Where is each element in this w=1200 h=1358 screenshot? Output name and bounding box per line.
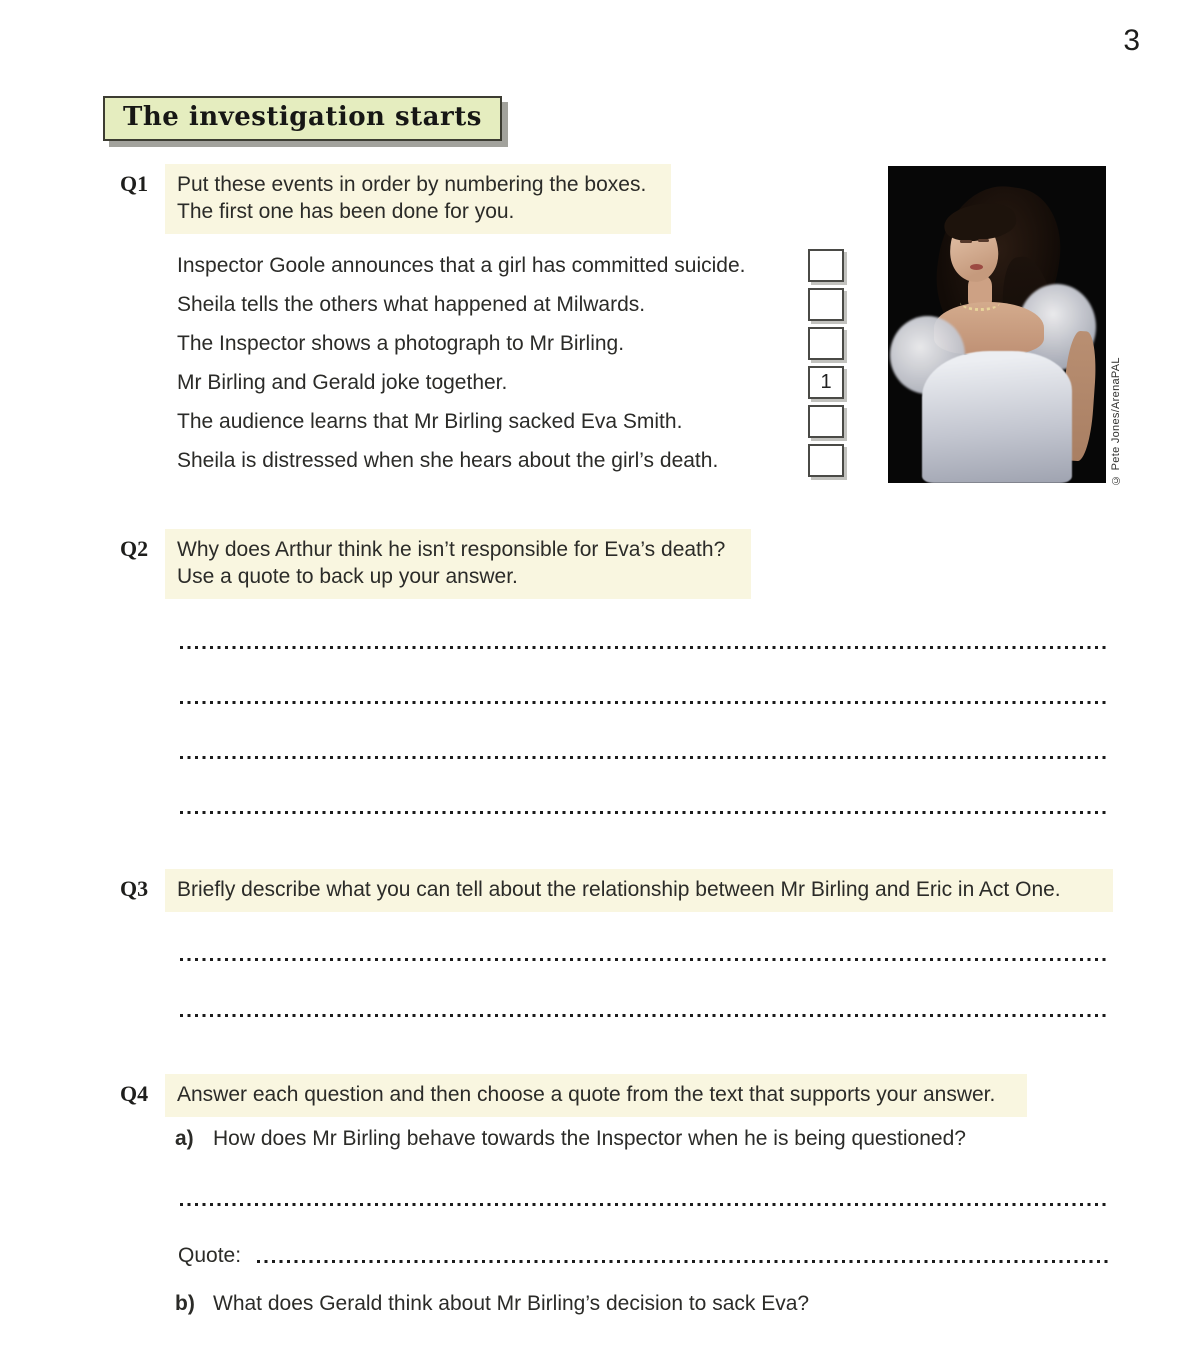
photo-shape-brow [960, 240, 972, 243]
order-box[interactable] [808, 327, 844, 360]
page-number: 3 [1123, 24, 1140, 57]
q1-label: Q1 [120, 171, 149, 196]
production-photo [888, 166, 1106, 483]
answer-line[interactable] [180, 958, 1110, 961]
event-item: The Inspector shows a photograph to Mr Birling. [177, 332, 625, 355]
event-item: Sheila tells the others what happened at Milwards. [177, 293, 646, 316]
q1-prompt-line2: The first one has been done for you. [177, 200, 515, 223]
q1-prompt-line1: Put these events in order by numbering the boxes. [177, 173, 647, 196]
photo-credit: © Pete Jones/ArenaPAL [1110, 357, 1122, 486]
q4-prompt: Answer each question and then choose a quote from the text that supports your answer. [165, 1074, 1027, 1117]
q3-label: Q3 [120, 876, 149, 901]
photo-shape-necklace [960, 294, 1000, 311]
photo-shape-lips [970, 264, 983, 270]
order-box[interactable] [808, 288, 844, 321]
q2-label: Q2 [120, 536, 149, 561]
answer-line[interactable] [180, 811, 1110, 814]
q4b-text: What does Gerald think about Mr Birling’s decision to sack Eva? [213, 1292, 810, 1315]
answer-line[interactable] [180, 1203, 1110, 1206]
event-item: Sheila is distressed when she hears about the girl’s death. [177, 449, 719, 472]
order-box[interactable] [808, 405, 844, 438]
q2-prompt-line1: Why does Arthur think he isn’t responsible for Eva’s death? [177, 538, 726, 561]
event-item: Inspector Goole announces that a girl has committed suicide. [177, 254, 746, 277]
q1-prompt [165, 164, 671, 234]
q2-prompt-line2: Use a quote to back up your answer. [177, 565, 518, 588]
order-box[interactable]: 1 [808, 366, 844, 399]
quote-answer-line[interactable] [257, 1260, 1110, 1263]
q4a-label: a) [175, 1127, 194, 1150]
q4a-text: How does Mr Birling behave towards the Inspector when he is being questioned? [213, 1127, 966, 1150]
answer-line[interactable] [180, 646, 1110, 649]
answer-line[interactable] [180, 756, 1110, 759]
answer-line[interactable] [180, 1014, 1110, 1017]
answer-line[interactable] [180, 701, 1110, 704]
q4-label: Q4 [120, 1081, 149, 1106]
event-item: The audience learns that Mr Birling sacked Eva Smith. [177, 410, 683, 433]
q2-prompt [165, 529, 751, 599]
photo-shape-brow [978, 239, 989, 242]
section-title-banner: The investigation starts [103, 96, 502, 141]
order-box[interactable] [808, 249, 844, 282]
quote-label: Quote: [178, 1244, 242, 1267]
event-item: Mr Birling and Gerald joke together. [177, 371, 508, 394]
photo-shape-dress [922, 351, 1072, 483]
q3-prompt: Briefly describe what you can tell about the relationship between Mr Birling and Eric in Act One. [165, 869, 1113, 912]
order-box[interactable] [808, 444, 844, 477]
q4b-label: b) [175, 1292, 195, 1315]
